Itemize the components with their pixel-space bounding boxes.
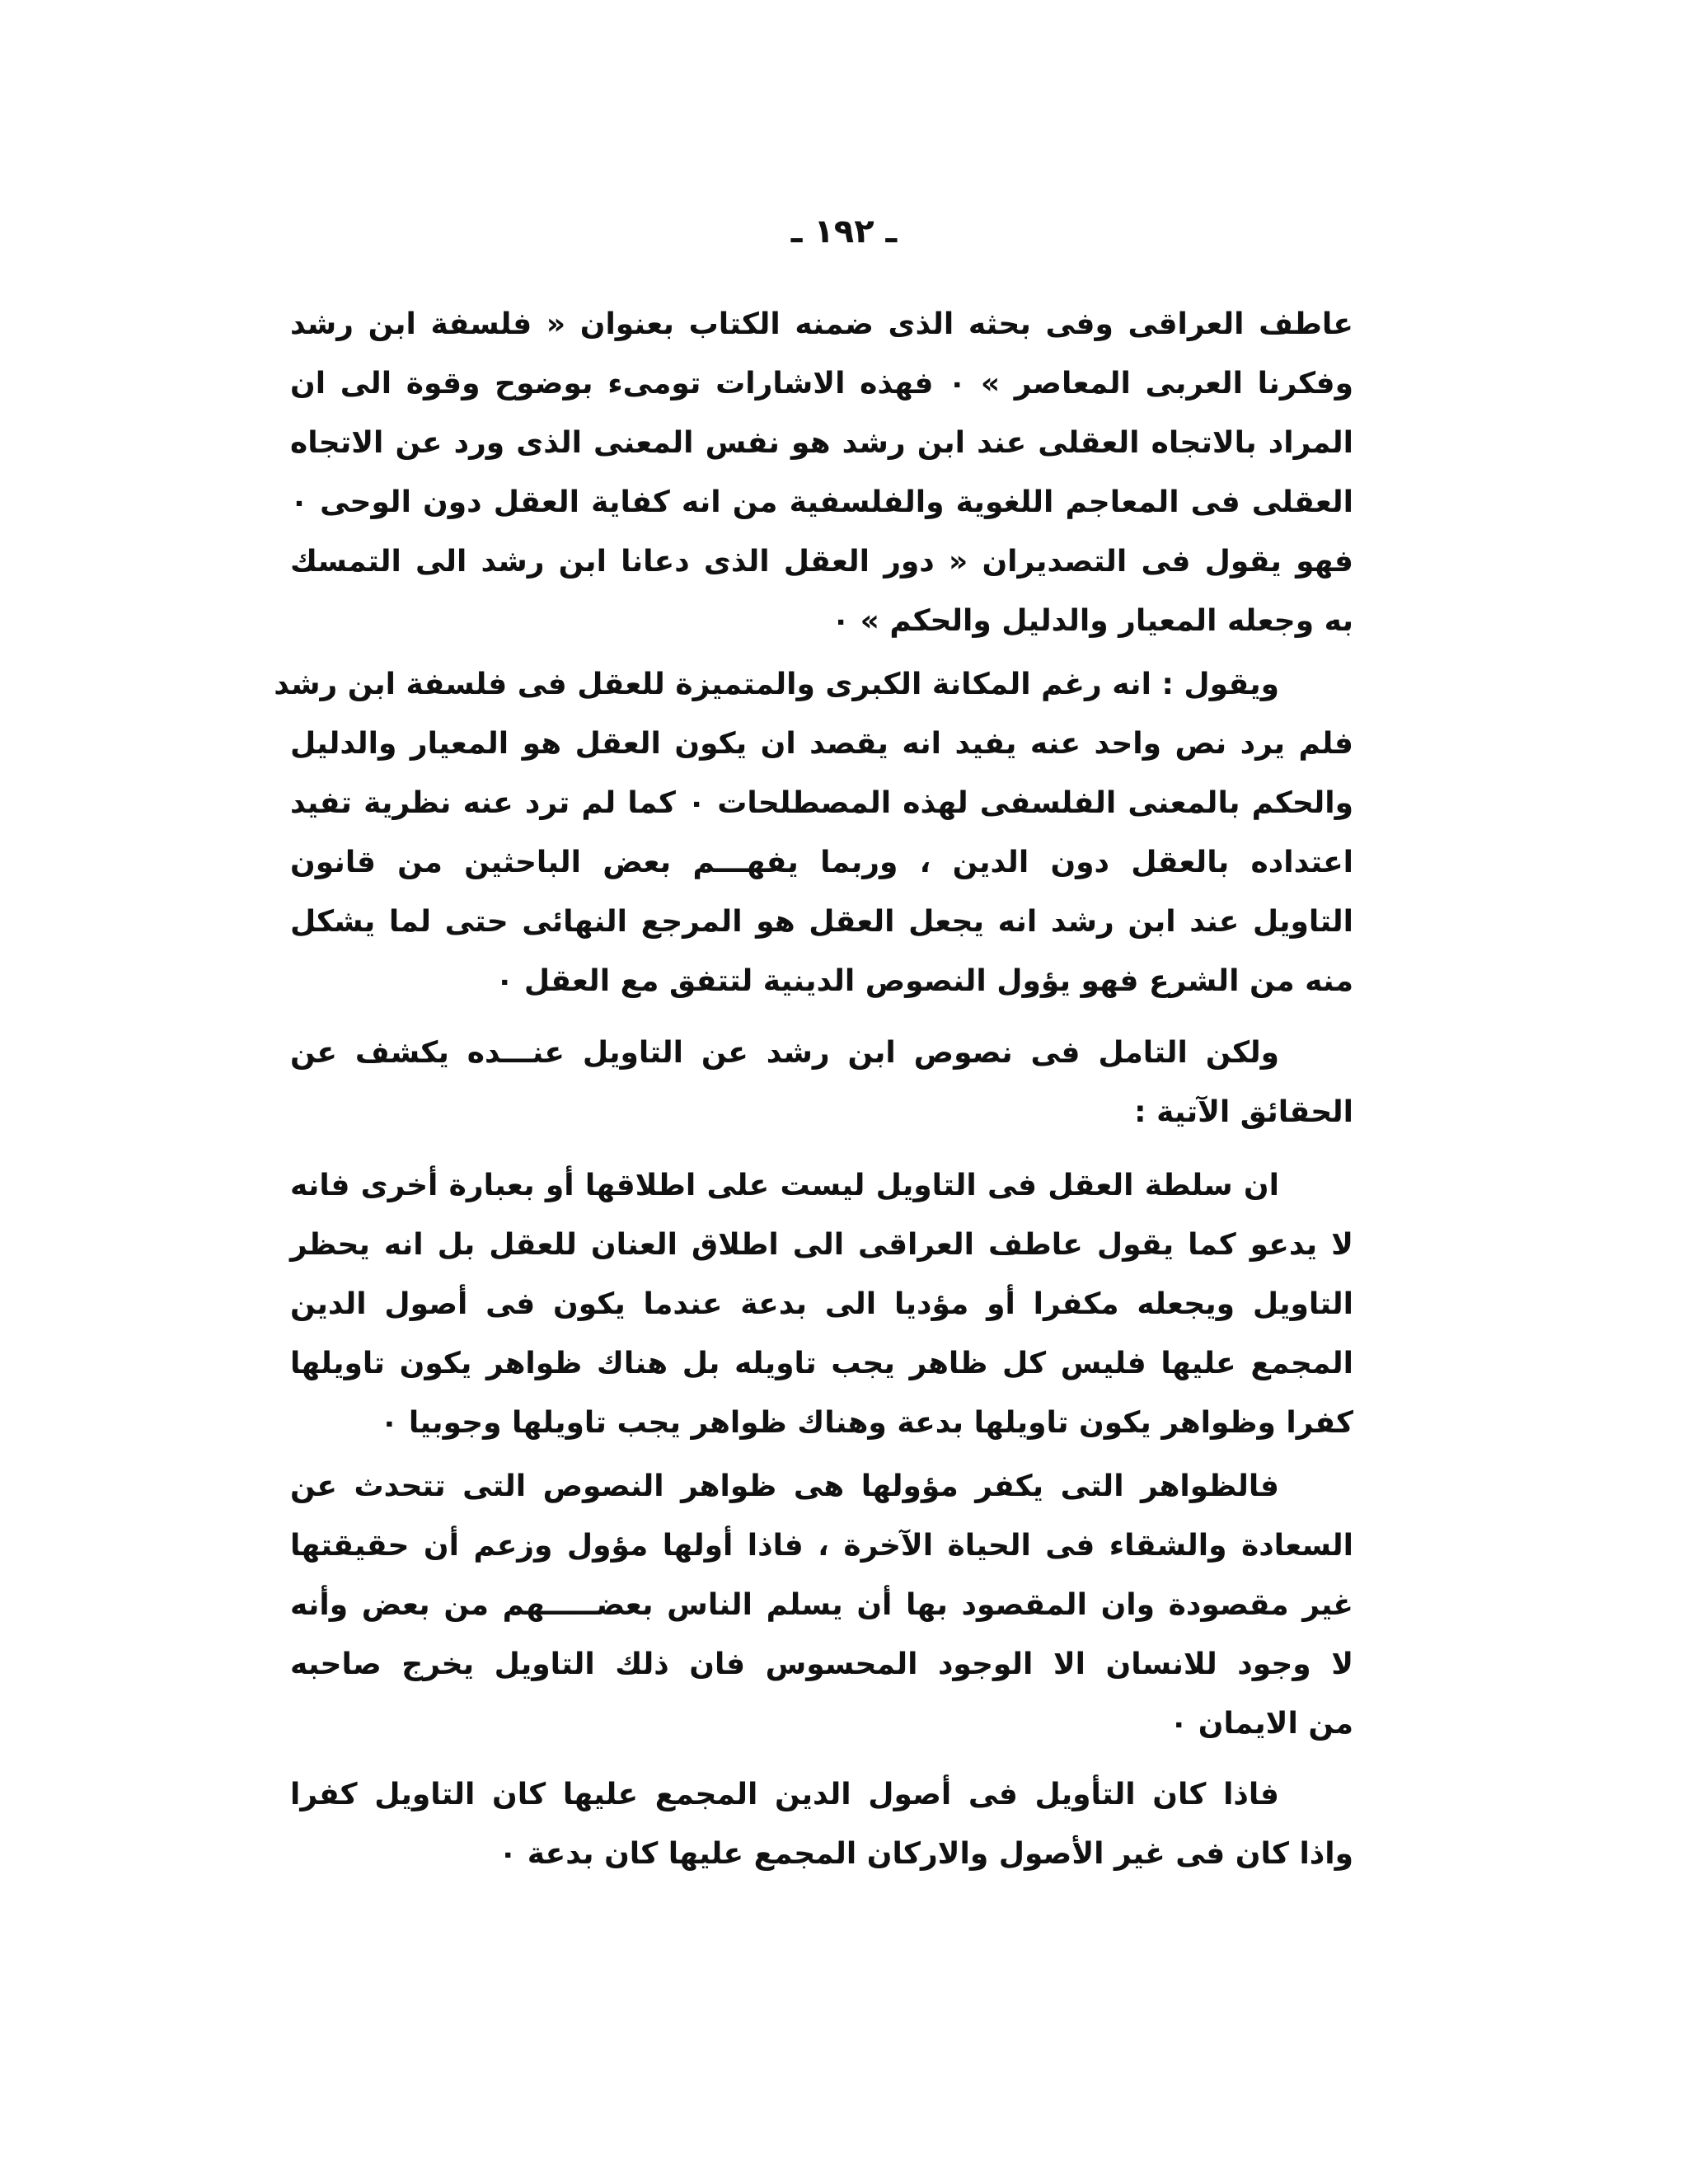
- text-line: كفرا وظواهر يكون تاويلها بدعة وهناك ظواهر يجب تاويلها وجوبيا ٠: [380, 1406, 1353, 1440]
- text-line: المجمع عليها فليس كل ظاهر يجب تاويله بل هناك ظواهر يكون تاويلها: [290, 1347, 1353, 1380]
- text-line: الحقائق الآتية :: [1134, 1095, 1353, 1129]
- text-line: ولكن التامل فى نصوص ابن رشد عن التاويل عنـــده يكشف عن: [290, 1036, 1279, 1070]
- text-line: واذا كان فى غير الأصول والاركان المجمع عليها كان بدعة ٠: [499, 1837, 1353, 1871]
- text-line: ويقول : انه رغم المكانة الكبرى والمتميزة للعقل فى فلسفة ابن رشد: [274, 668, 1279, 701]
- paragraph-6: [290, 1765, 1353, 1884]
- text-line: به وجعله المعيار والدليل والحكم » ٠: [832, 604, 1353, 638]
- text-line: من الايمان ٠: [1170, 1707, 1353, 1741]
- paragraph-2: [274, 655, 1354, 1011]
- text-line: فهو يقول فى التصديران « دور العقل الذى دعانا ابن رشد الى التمسك: [290, 545, 1353, 579]
- text-line: اعتداده بالعقل دون الدين ، وربما يفهـــم بعض الباحثين من قانون: [290, 846, 1353, 879]
- paragraph-5: [290, 1457, 1353, 1754]
- paragraph-3: [290, 1024, 1353, 1142]
- text-line: ان سلطة العقل فى التاويل ليست على اطلاقها أو بعبارة أخرى فانه: [290, 1169, 1279, 1202]
- page-number: ـ ١٩٢ ـ: [790, 213, 898, 251]
- text-line: لا وجود للانسان الا الوجود المحسوس فان ذلك التاويل يخرج صاحبه: [290, 1647, 1353, 1681]
- text-line: عاطف العراقى وفى بحثه الذى ضمنه الكتاب بعنوان « فلسفة ابن رشد: [290, 307, 1353, 341]
- text-line: لا يدعو كما يقول عاطف العراقى الى اطلاق العنان للعقل بل انه يحظر: [290, 1228, 1353, 1262]
- text-line: العقلى فى المعاجم اللغوية والفلسفية من انه كفاية العقل دون الوحى ٠: [290, 485, 1353, 519]
- text-line: فلم يرد نص واحد عنه يفيد انه يقصد ان يكون العقل هو المعيار والدليل: [290, 727, 1353, 761]
- text-line: فاذا كان التأويل فى أصول الدين المجمع عليها كان التاويل كفرا: [290, 1778, 1279, 1811]
- text-line: وفكرنا العربى المعاصر » ٠ فهذه الاشارات تومىء بوضوح وقوة الى ان: [290, 367, 1353, 401]
- text-line: غير مقصودة وان المقصود بها أن يسلم الناس بعضـــــهم من بعض وأنه: [290, 1588, 1353, 1622]
- paragraph-1: [290, 295, 1353, 651]
- text-line: فالظواهر التى يكفر مؤولها هى ظواهر النصوص التى تتحدث عن: [290, 1469, 1279, 1503]
- text-line: التاويل عند ابن رشد انه يجعل العقل هو المرجع النهائى حتى لما يشكل: [290, 905, 1353, 939]
- paragraph-4: [290, 1156, 1353, 1453]
- text-line: والحكم بالمعنى الفلسفى لهذه المصطلحات ٠ كما لم ترد عنه نظرية تفيد: [290, 786, 1354, 820]
- text-line: السعادة والشقاء فى الحياة الآخرة ، فاذا أولها مؤول وزعم أن حقيقتها: [290, 1529, 1353, 1563]
- text-line: التاويل ويجعله مكفرا أو مؤديا الى بدعة عندما يكون فى أصول الدين: [290, 1287, 1353, 1321]
- text-line: منه من الشرع فهو يؤول النصوص الدينية لتتفق مع العقل ٠: [495, 964, 1353, 998]
- text-line: المراد بالاتجاه العقلى عند ابن رشد هو نفس المعنى الذى ورد عن الاتجاه: [290, 426, 1353, 460]
